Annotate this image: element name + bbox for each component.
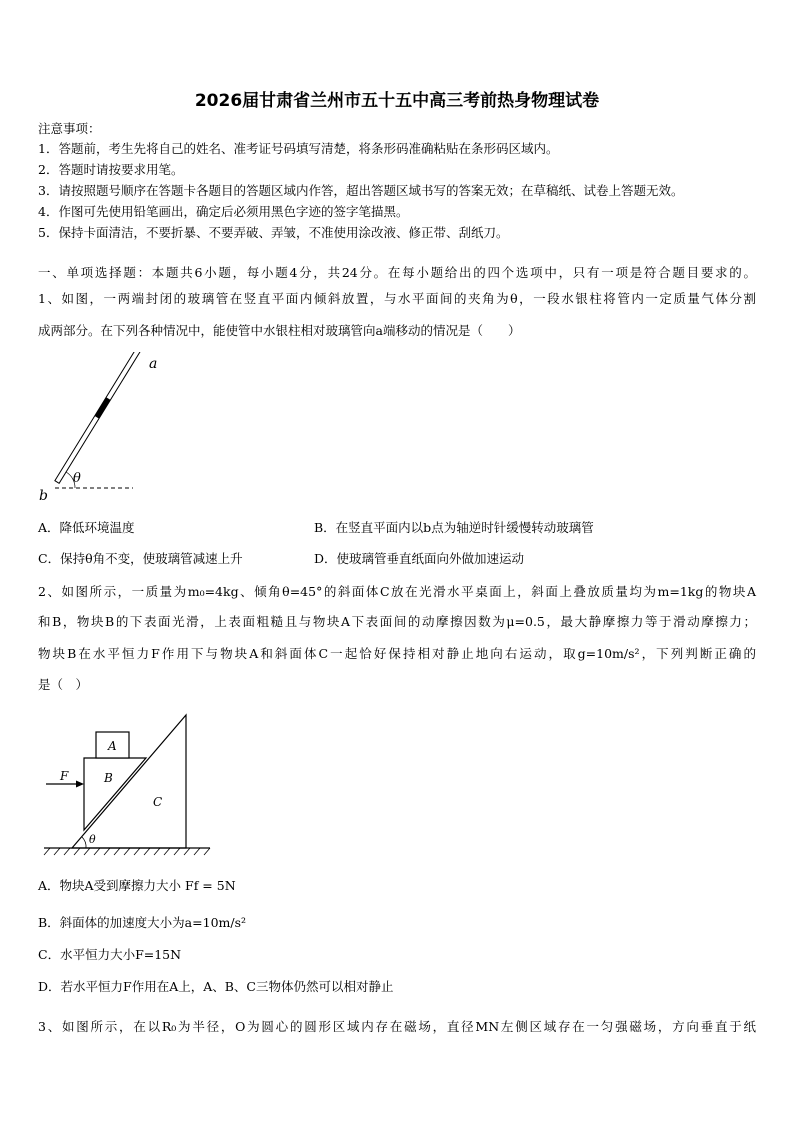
q2-stem-line3: 物块B在水平恒力F作用下与物块A和斜面体C一起恰好保持相对静止地向右运动，取g=10m/s²，下列判断正确的 (38, 646, 756, 661)
glass-tube (55, 352, 147, 483)
q1-label-a: a (149, 356, 158, 372)
block-b (84, 758, 146, 830)
q1-stem-line1: 1、如图，一两端封闭的玻璃管在竖直平面内倾斜放置，与水平面间的夹角为θ，一段水银柱将管内一定质量气体分割 (38, 291, 756, 306)
q2-figure (40, 710, 220, 860)
label-a: A (108, 739, 117, 753)
label-f: F (60, 769, 69, 783)
q1-label-b: b (39, 488, 48, 504)
q1-option-b: B．在竖直平面内以b点为轴逆时针缓慢转动玻璃管 (314, 520, 594, 535)
q1-option-d: D．使玻璃管垂直纸面向外做加速运动 (314, 551, 525, 566)
q1-stem-line2: 成两部分。在下列各种情况中，能使管中水银柱相对玻璃管向a端移动的情况是（ ） (38, 323, 521, 338)
q2-option-a: A．物块A受到摩擦力大小 Ff = 5N (38, 878, 236, 893)
exam-title: 2026届甘肃省兰州市五十五中高三考前热身物理试卷 (194, 91, 600, 111)
q2-option-c: C．水平恒力大小F=15N (38, 947, 182, 962)
q1-figure (35, 352, 175, 504)
q2-stem-line1: 2、如图所示，一质量为m₀=4kg、倾角θ=45°的斜面体C放在光滑水平桌面上，斜面上叠放质量均为m=1kg的物块A (38, 584, 756, 599)
mercury-column (95, 397, 111, 418)
q2-option-d: D．若水平恒力F作用在A上，A、B、C三物体仍然可以相对静止 (38, 979, 394, 994)
ground-hatching (44, 848, 210, 855)
q1-option-a: A．降低环境温度 (38, 520, 135, 535)
notice-item-5: 5．保持卡面清洁，不要折暴、不要弄破、弄皱，不准使用涂改液、修正带、刮纸刀。 (38, 225, 509, 240)
notice-item-4: 4．作图可先使用铅笔画出，确定后必须用黑色字迹的签字笔描黑。 (38, 204, 409, 219)
notice-item-1: 1．答题前，考生先将自己的姓名、准考证号码填写清楚，将条形码准确粘贴在条形码区域内。 (38, 141, 559, 156)
q1-option-c: C．保持θ角不变，使玻璃管减速上升 (38, 551, 243, 566)
q1-label-theta: θ (73, 471, 81, 486)
q3-stem-line1: 3、如图所示，在以R₀为半径，O为圆心的圆形区域内存在磁场，直径MN左侧区域存在一匀强磁场，方向垂直于纸 (38, 1019, 756, 1034)
q2-stem-line2: 和B，物块B的下表面光滑，上表面粗糙且与物块A下表面间的动摩擦因数为μ=0.5，最大静摩擦力等于滑动摩擦力； (38, 614, 756, 629)
label-theta: θ (89, 833, 96, 846)
label-b: B (104, 771, 113, 785)
notice-item-2: 2．答题时请按要求用笔。 (38, 162, 184, 177)
angle-arc (82, 837, 86, 848)
q2-option-b: B．斜面体的加速度大小为a=10m/s² (38, 915, 247, 930)
force-arrowhead (76, 781, 84, 788)
q2-stem-line4: 是（ ） (38, 677, 89, 692)
notice-item-3: 3．请按照题号顺序在答题卡各题目的答题区域内作答，超出答题区域书写的答案无效；在草稿纸、试卷上答题无效。 (38, 183, 684, 198)
notice-heading: 注意事项： (38, 121, 101, 136)
label-c: C (153, 795, 163, 809)
section-heading: 一、单项选择题：本题共6小题，每小题4分，共24分。在每小题给出的四个选项中，只有一项是符合题目要求的。 (38, 265, 756, 280)
